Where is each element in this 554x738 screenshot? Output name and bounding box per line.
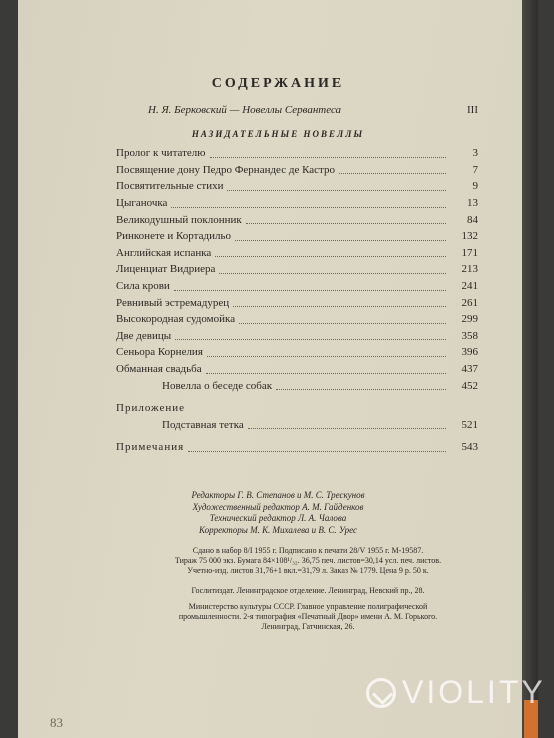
watermark-text: VIOLITY [402,674,546,710]
toc-dots [207,348,446,357]
toc-label: Ринконете и Кортадильо [116,230,231,243]
toc-row [116,344,478,361]
print-line: Учетно-изд. листов 31,76+1 вкл.=31,79 л. Заказ № 1779. Цена 9 р. 50 к. [187,566,429,575]
toc-dots [215,248,446,257]
print-info-block [138,546,478,576]
book-edge [522,0,538,738]
toc-page: 521 [461,418,478,431]
toc-row [116,145,478,162]
toc-label: Сила крови [116,280,170,293]
toc-page: 13 [467,197,478,210]
toc-row [116,400,478,417]
watermark [366,674,546,711]
toc-dots [276,381,446,390]
check-circle-icon [366,678,396,708]
imprint-line: Технический редактор Л. А. Чалова [209,513,347,523]
intro-entry [148,104,478,116]
toc-page: 396 [461,346,478,359]
toc-page: 7 [472,163,478,176]
toc-row [116,245,478,262]
ministry-line: Ленинград, Гатчинская, 26. [261,622,355,631]
toc-label: Цыганочка [116,197,168,210]
toc-page: 437 [461,363,478,376]
toc-dots [171,199,446,208]
toc-page: 543 [461,441,478,454]
toc-label: Посвящение дону Педро Фернандес де Кастро [116,163,335,176]
toc-page: 358 [461,329,478,342]
print-line: Сдано в набор 8/I 1955 г. Подписано к печати 28/V 1955 г. М-19587. [192,546,424,555]
toc-label: Приложение [116,402,186,415]
editors-block [18,490,538,536]
print-line: Тираж 75 000 экз. Бумага 84×108¹/₃₂. 36,75 печ. листов=30,14 усл. печ. листов. [174,556,442,565]
toc-label: Обманная свадьба [116,363,202,376]
imprint-line: Редакторы Г. В. Степанов и М. С. Трескунов [191,490,365,500]
toc-page: 213 [461,263,478,276]
toc-label: Великодушный поклонник [116,213,242,226]
book-page [18,0,546,738]
page-stamp: 83 [50,715,63,730]
toc-row [116,311,478,328]
toc-dots [246,215,446,224]
toc-row [116,228,478,245]
toc-row [116,211,478,228]
toc-row [116,162,478,179]
toc-page: 84 [467,213,478,226]
toc-label: Примечания [116,441,185,454]
toc-label: Новелла о беседе собак [162,379,273,392]
table-of-contents [116,145,478,456]
toc-label: Пролог к читателю [116,147,206,160]
intro-label: Н. Я. Берковский — Новеллы Сервантеса [148,104,342,116]
ministry-block [138,602,478,632]
imprint-line: Корректоры М. К. Михалева и В. С. Урес [199,524,357,535]
toc-page: 3 [472,147,478,160]
toc-label: Посвятительные стихи [116,180,224,193]
toc-row [116,417,478,434]
toc-page: 132 [461,230,478,243]
toc-row [116,377,478,394]
toc-page: 452 [461,379,478,392]
toc-label: Лиценциат Видриера [116,263,216,276]
toc-row [116,195,478,212]
toc-dots [206,365,446,374]
toc-dots [239,315,446,324]
toc-label: Высокородная судомойка [116,313,236,326]
toc-dots [227,182,446,191]
toc-dots [219,265,446,274]
toc-page: 171 [461,246,478,259]
toc-page: 9 [472,180,478,193]
toc-dots [175,331,446,340]
ministry-line: Министерство культуры СССР. Главное управление полиграфической [188,602,428,611]
toc-page: 299 [461,313,478,326]
toc-page: 261 [461,296,478,309]
toc-dots [210,149,447,158]
toc-dots [248,420,446,429]
toc-row [116,328,478,345]
toc-dots [188,443,446,452]
publisher-line: Гослитиздат. Ленинградское отделение. Ленинград, Невский пр., 28. [191,586,425,595]
toc-dots [233,298,446,307]
toc-row [116,361,478,378]
page-title: СОДЕРЖАНИЕ [211,76,345,91]
imprint-line: Художественный редактор А. М. Гайденков [192,501,364,512]
toc-label: Сеньора Корнелия [116,346,203,359]
ministry-line: промышленности. 2-я типография «Печатный Двор» имени А. М. Горького. [178,612,438,621]
toc-label: Ревнивый эстремадурец [116,296,230,309]
intro-page: III [467,104,478,116]
toc-dots [174,282,446,291]
section-heading: НАЗИДАТЕЛЬНЫЕ НОВЕЛЛЫ [191,129,365,139]
toc-row [116,294,478,311]
toc-row [116,439,478,456]
toc-row [116,178,478,195]
toc-label: Английская испанка [116,246,212,259]
toc-label: Подставная тетка [162,418,244,431]
toc-label: Две девицы [116,329,172,342]
toc-row [116,278,478,295]
toc-dots [235,232,446,241]
toc-page: 241 [461,280,478,293]
toc-row [116,261,478,278]
toc-dots [339,165,446,174]
